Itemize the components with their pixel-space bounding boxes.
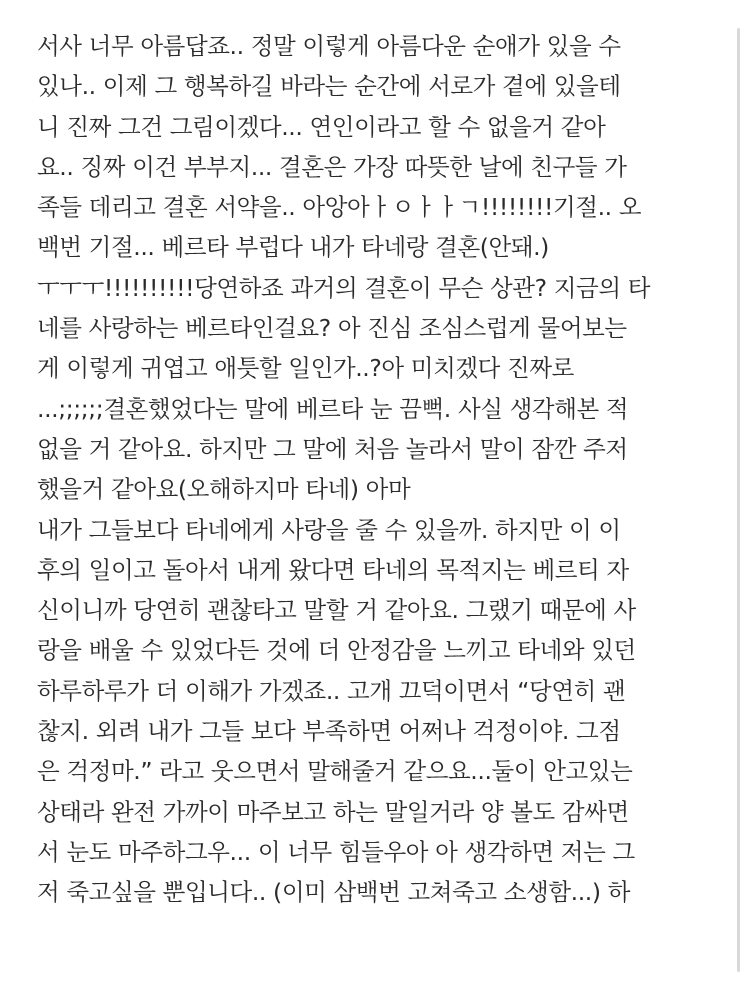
text-line: 족들 데리고 결혼 서약을.. 아앙아ㅏㅇㅏㅏㄱ!!!!!!!!기절.. 오 xyxy=(37,193,642,222)
text-line: 후의 일이고 돌아서 내게 왔다면 타네의 목적지는 베르티 자 xyxy=(37,555,629,584)
text-line: 있나.. 이제 그 행복하길 바라는 순간에 서로가 곁에 있을테 xyxy=(37,72,621,101)
text-line: 게 이렇게 귀엽고 애틋할 일인가..?아 미치겠다 진짜로 xyxy=(37,354,574,383)
comment-text xyxy=(37,26,727,913)
text-line: 신이니까 당연히 괜찮타고 말할 거 같아요. 그랬기 때문에 사 xyxy=(37,596,636,625)
text-line: 상태라 완전 가까이 마주보고 하는 말일거라 양 볼도 감싸면 xyxy=(37,797,629,826)
text-line: 은 걱정마.” 라고 웃으면서 말해줄거 같으요...둘이 안고있는 xyxy=(37,757,633,786)
text-line: 서 눈도 마주하그우... 이 너무 힘들우아 아 생각하면 저는 그 xyxy=(37,837,635,866)
text-line: 했을거 같아요(오해하지마 타네) 아마 xyxy=(37,475,411,504)
text-line: ㅜㅜㅜ!!!!!!!!!!당연하죠 과거의 결혼이 무슨 상관? 지금의 타 xyxy=(37,273,651,302)
text-line: 니 진짜 그건 그림이겠다... 연인이라고 할 수 없을거 같아 xyxy=(37,112,606,141)
text-line: 랑을 배울 수 있었다든 것에 더 안정감을 느끼고 타네와 있던 xyxy=(37,636,636,665)
text-line: 요.. 징짜 이건 부부지... 결혼은 가장 따뜻한 날에 친구들 가 xyxy=(37,152,627,181)
text-line: 찮지. 외려 내가 그들 보다 부족하면 어쩌나 걱정이야. 그점 xyxy=(37,717,621,746)
text-line: 없을 거 같아요. 하지만 그 말에 처음 놀라서 말이 잠깐 주저 xyxy=(37,434,628,463)
text-line: 네를 사랑하는 베르타인걸요? 아 진심 조심스럽게 물어보는 xyxy=(37,314,627,343)
text-line: 내가 그들보다 타네에게 사랑을 줄 수 있을까. 하지만 이 이 xyxy=(37,515,621,544)
text-line: 백번 기절... 베르타 부럽다 내가 타네랑 결혼(안돼.) xyxy=(37,233,549,262)
text-line: 저 죽고싶을 뿐입니다.. (이미 삼백번 고쳐죽고 소생함...) 하 xyxy=(37,878,630,907)
text-line: 하루하루가 더 이해가 가겠죠.. 고개 끄덕이면서 “당연히 괜 xyxy=(37,676,626,705)
scrollbar[interactable] xyxy=(737,28,740,972)
text-line: ...;;;;;;결혼했었다는 말에 베르타 눈 끔뻑. 사실 생각해본 적 xyxy=(37,394,629,423)
text-line: 서사 너무 아름답죠.. 정말 이렇게 아름다운 순애가 있을 수 xyxy=(37,32,621,60)
